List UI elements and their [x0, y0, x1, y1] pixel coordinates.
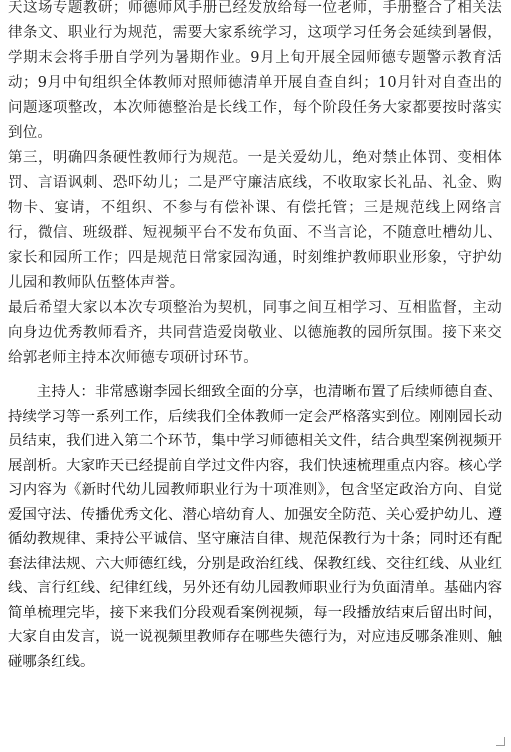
- paragraph-conduct-rules: 第三，明确四条硬性教师行为规范。一是关爱幼儿，绝对禁止体罚、变相体罚、言语讽刺、恐吓幼儿；二是严守廉洁底线，不收取家长礼品、礼金、购物卡、宴请，不组织、不参与有偿补课、有偿托管；三是规范线上网络言行，微信、班级群、短视频平台不发布负面、不当言论，不随意吐槽幼儿、家长和园所工作；四是规范日常家园沟通，时刻维护教师职业形象，守护幼儿园和教师队伍整体声誉。: [8, 150, 502, 291]
- paragraph-host-speech: 主持人：非常感谢李园长细致全面的分享，也清晰布置了后续师德自查、持续学习等一系列工作，后续我们全体教师一定会严格落实到位。刚刚园长动员结束，我们进入第二个环节，集中学习师德相关文件，结合典型案例视频开展剖析。大家昨天已经提前自学过文件内容，我们快速梳理重点内容。核心学习内容为《新时代幼儿园教师职业行为十项准则》，包含坚定政治方向、自觉爱国守法、传播优秀文化、潜心培幼育人、加强安全防范、关心爱护幼儿、遵循幼教规律、秉持公平诚信、坚守廉洁自律、规范保教行为十条；同时还有配套法律法规、六大师德红线，分别是政治红线、保教红线、交往红线、从业红线、言行红线、纪律红线，另外还有幼儿园教师职业行为负面清单。基础内容简单梳理完毕，接下来我们分段观看案例视频，每一段播放结束后留出时间，大家自由发言，说一说视频里教师存在哪些失德行为，对应违反哪条准则、触碰哪条红线。: [8, 384, 502, 670]
- paragraph-closing-remarks: 最后希望大家以本次专项整治为契机，同事之间互相学习、互相监督，主动向身边优秀教师看齐，共同营造爱岗敬业、以德施教的园所氛围。接下来交给郭老师主持本次师德专项研讨环节。: [8, 300, 502, 366]
- paragraph-schedule: 天这场专题教研；师德师风手册已经发放给每一位老师，手册整合了相关法律条文、职业行为规范，需要大家系统学习，这项学习任务会延续到暑假，学期末会将手册自学列为暑期作业。9月上旬开展全园师德专题警示教育活动；9月中旬组织全体教师对照师德清单开展自查自纠；10月针对自查出的问题逐项整改，本次师德整治是长线工作，每个阶段任务大家都要按时落实到位。: [8, 0, 502, 141]
- page-corner-mark: [493, 734, 505, 746]
